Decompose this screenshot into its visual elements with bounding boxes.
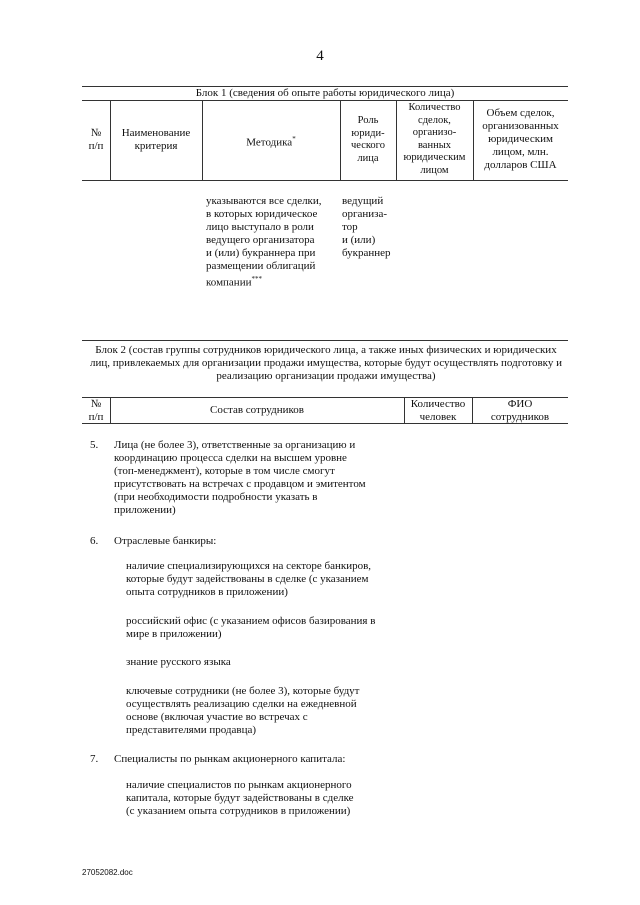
item-number: 5. (90, 439, 99, 451)
block2-header-staff: Состав сотрудников (210, 404, 304, 416)
block1-role-text: ведущий организа- тор и (или) букраннер (342, 195, 391, 259)
block1-header-role: Роль юриди- ческого лица (351, 115, 385, 164)
item-number: 7. (90, 753, 99, 765)
list-item: знание русского языка (126, 656, 231, 668)
block1-bottom-rule (82, 340, 568, 341)
list-item: ключевые сотрудники (не более 3), которые будут осуществлять реализацию сделки на ежедневной основе (включая участие во встречах с представителями продавца) (126, 685, 360, 736)
block1-method-text: указываются все сделки, в которых юридическое лицо выступало в роли ведущего организатора и (или) букраннера при размещении облигаций компании*** (206, 195, 322, 289)
block2-title: Блок 2 (состав группы сотрудников юридического лица, а также иных физических и юридических лиц, привлекаемых для организации продажи имущества, которые будут осуществлять подготовку и реализацию организации продажи имущества) (90, 344, 562, 382)
block1-header-bottom-rule (82, 180, 568, 181)
block1-header-volume: Объем сделок, организованных юридическим лицом, млн. долларов США (482, 107, 559, 171)
page-number: 4 (316, 48, 324, 64)
footnote-mark: *** (251, 275, 262, 283)
footnote-mark: * (292, 135, 296, 143)
list-item: российский офис (с указанием офисов базирования в мире в приложении) (126, 615, 376, 640)
list-item: Отраслевые банкиры: (114, 535, 217, 547)
block1-header-count: Количество сделок, организо- ванных юридическим лицом (403, 102, 466, 176)
block1-title: Блок 1 (сведения об опыте работы юридического лица) (195, 87, 455, 99)
list-item: Лица (не более 3), ответственные за организацию и координацию процесса сделки на высшем уровне (топ-менеджмент), которые в том числе смогут присутствовать на встречах с продавцом и эмитентом (при необходимости подробности указать в приложении) (114, 439, 366, 516)
block1-header-method: Методика* (246, 135, 296, 149)
list-item: Специалисты по рынкам акционерного капитала: (114, 753, 346, 765)
list-item: наличие специализирующихся на секторе банкиров, которые будут задействованы в сделке (с указанием опыта сотрудников в приложении) (126, 560, 372, 598)
block1-header-criterion: Наименование критерия (121, 127, 191, 152)
item-number: 6. (90, 535, 99, 547)
block2-header-names: ФИО сотрудников (490, 398, 550, 423)
footer-filename: 27052082.doc (82, 868, 133, 877)
block2-header-num: № п/п (88, 398, 104, 423)
list-item: наличие специалистов по рынкам акционерного капитала, которые будут задействованы в сделке (с указанием опыта сотрудников в приложении) (126, 779, 354, 817)
block1-header-num: № п/п (88, 127, 104, 152)
block1-header-top-rule (82, 100, 568, 101)
block2-header-count: Количество человек (410, 398, 466, 423)
